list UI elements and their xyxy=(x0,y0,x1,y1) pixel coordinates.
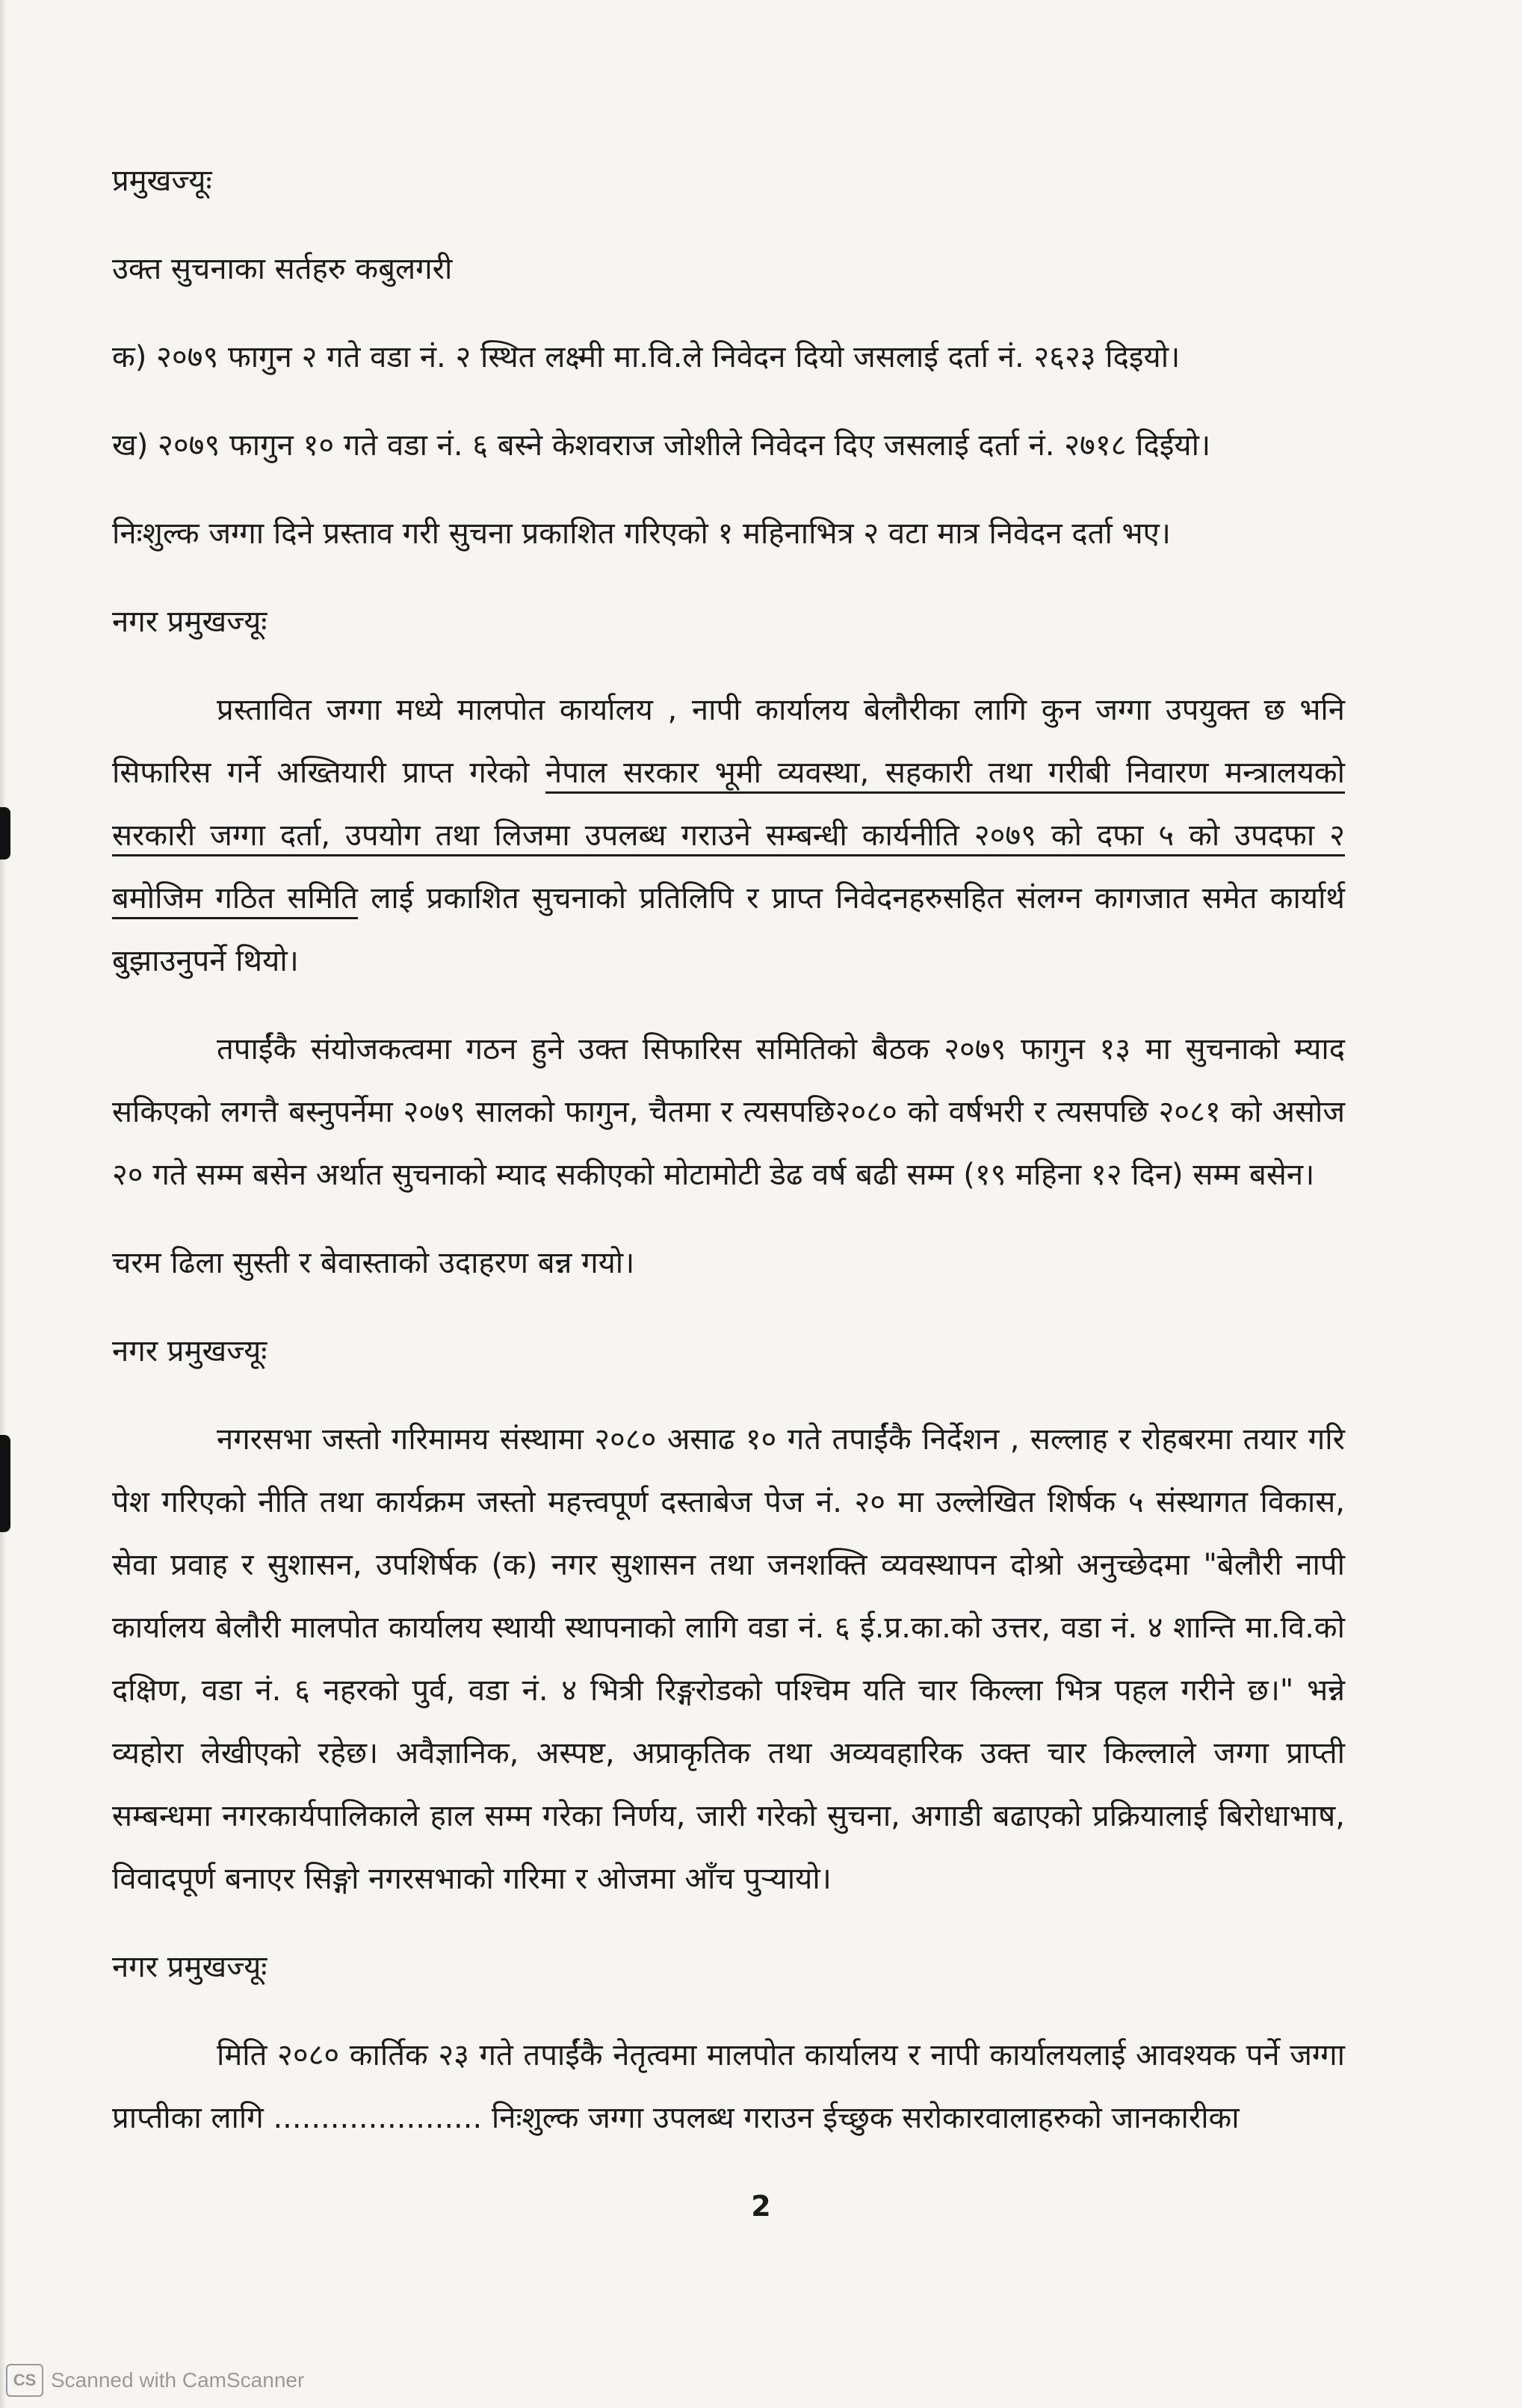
section-heading: नगर प्रमुखज्यूः xyxy=(112,1334,267,1368)
page-edge-shadow xyxy=(0,0,6,2408)
paragraph xyxy=(112,2024,1345,2149)
paragraph-text: प्रस्तावित जग्गा मध्ये मालपोत कार्यालय , नापी कार्यालय बेलौरीका लागि कुन जग्गा उपयुक्त छ भनि सिफारिस गर्ने अख्तियारी प्राप्त गरेको xyxy=(112,693,1345,790)
paragraph xyxy=(112,1408,1345,1910)
binding-mark xyxy=(0,807,10,859)
paragraph-text: तपाईंकै संयोजकत्वमा गठन हुने उक्त सिफारिस समितिको बैठक २०७९ फागुन १३ मा सुचनाको म्याद सकिएको लगत्तै बस्नुपर्नेमा २०७९ सालको फागुन, चैतमा र त्यसपछि२०८० को वर्षभरी र त्यसपछि २०८१ को असोज २० गते सम्म बसेन अर्थात सुचनाको म्याद सकीएको मोटामोटी डेढ वर्ष बढी सम्म (१९ महिना १२ दिन) सम्म बसेन। xyxy=(112,1032,1345,1192)
camscanner-logo-icon: CS xyxy=(6,2364,43,2397)
paragraph xyxy=(112,1018,1345,1206)
text-line: उक्त सुचनाका सर्तहरु कबुलगरी xyxy=(112,252,453,286)
section-heading: नगर प्रमुखज्यूः xyxy=(112,605,267,639)
text-line: चरम ढिला सुस्ती र बेवास्ताको उदाहरण बन्न गयो। xyxy=(112,1246,635,1280)
paragraph-text: नगरसभा जस्तो गरिमामय संस्थामा २०८० असाढ १० गते तपाईंकै निर्देशन , सल्लाह र रोहबरमा तयार गरि पेश गरिएको नीति तथा कार्यक्रम जस्तो महत्त्वपूर्ण दस्ताबेज पेज नं. २० मा उल्लेखित शिर्षक ५ संस्थागत विकास, सेवा प्रवाह र सुशासन, उपशिर्षक (क) नगर सुशासन तथा जनशक्ति व्यवस्थापन दोश्रो अनुच्छेदमा "बेलौरी नापी कार्यालय बेलौरी मालपोत कार्यालय स्थायी स्थापनाको लागि वडा नं. ६ ई.प्र.का.को उत्तर, वडा नं. ४ शान्ति मा.वि.को दक्षिण, वडा नं. ६ नहरको पुर्व, वडा नं. ४ भित्री रिङ्गरोडको पश्चिम यति चार किल्ला भित्र पहल गरीने छ।" भन्ने व्यहोरा लेखीएको रहेछ। अवैज्ञानिक, अस्पष्ट, अप्राकृतिक तथा अव्यवहारिक उक्त चार किल्लाले जग्गा प्राप्ती सम्बन्धमा नगरकार्यपालिकाले हाल सम्म गरेका निर्णय, जारी गरेको सुचना, अगाडी बढाएको प्रक्रियालाई बिरोधाभाष, विवादपूर्ण बनाएर सिङ्गो नगरसभाको गरिमा र ओजमा आँच पुर्‍यायो। xyxy=(112,1422,1345,1896)
page-number: 2 xyxy=(751,2190,771,2223)
scanner-watermark xyxy=(6,2362,304,2399)
underlined-text: नेपाल सरकार भूमी व्यवस्था, सहकारी तथा गरीबी निवारण मन्त्रालयको सरकारी जग्गा दर्ता, उपयोग तथा लिजमा उपलब्ध गराउने सम्बन्धी कार्यनीति २०७९ को दफा ५ को उपदफा २ बमोजिम गठित समिति xyxy=(112,756,1345,916)
watermark-text: Scanned with CamScanner xyxy=(51,2368,305,2392)
list-item-ka: क) २०७९ फागुन २ गते वडा नं. २ स्थित लक्ष्मी मा.वि.ले निवेदन दियो जसलाई दर्ता नं. २६२३ दिइयो। xyxy=(112,340,1181,374)
binding-mark xyxy=(0,1435,10,1532)
section-heading: प्रमुखज्यूः xyxy=(112,164,212,198)
section-heading: नगर प्रमुखज्यूः xyxy=(112,1950,267,1984)
text-line: निःशुल्क जग्गा दिने प्रस्ताव गरी सुचना प्रकाशित गरिएको १ महिनाभित्र २ वटा मात्र निवेदन दर्ता भए। xyxy=(112,516,1171,551)
paragraph-text: मिति २०८० कार्तिक २३ गते तपाईंकै नेतृत्वमा मालपोत कार्यालय र नापी कार्यालयलाई आवश्यक पर्ने जग्गा प्राप्तीका लागि ...................... निःशुल्क जग्गा उपलब्ध गराउन ईच्छुक सरोकारवालाहरुको जानकारीका xyxy=(112,2038,1345,2135)
paragraph-text: लाई प्रकाशित सुचनाको प्रतिलिपि र प्राप्त निवेदनहरुसहित संलग्न कागजात समेत कार्यार्थ बुझाउनुपर्ने थियो। xyxy=(112,881,1345,978)
list-item-kha: ख) २०७९ फागुन १० गते वडा नं. ६ बस्ने केशवराज जोशीले निवेदन दिए जसलाई दर्ता नं. २७१८ दिईयो। xyxy=(112,428,1211,463)
paragraph xyxy=(112,679,1345,992)
document-body xyxy=(112,149,1345,2149)
